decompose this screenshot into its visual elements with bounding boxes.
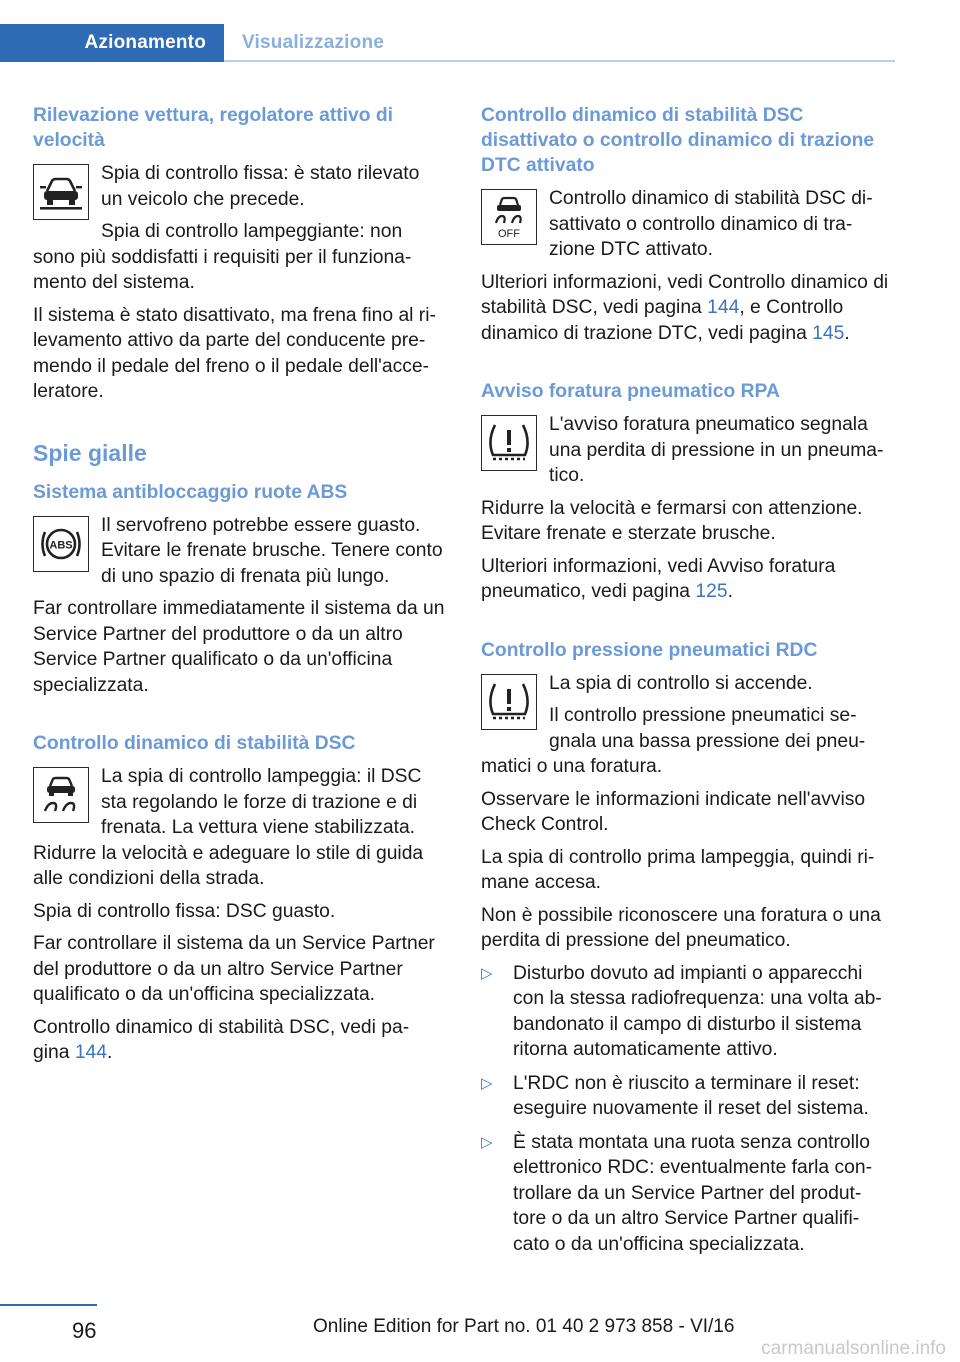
tire-pressure-warning-icon (481, 674, 537, 730)
dsc-off-text-1: Controllo dinamico di stabilità DSC di-sattivato o controllo dinamico di tra-zione DTC attivato. (549, 188, 873, 260)
left-column (33, 103, 445, 1073)
dsc-text-2: Spia di controllo fissa: DSC guasto. (33, 900, 336, 922)
section-title-dsc-off: Controllo dinamico di stabilità DSC disattivato o controllo dinamico di trazione DTC attivato (481, 105, 875, 176)
page-link-145[interactable]: 145 (812, 322, 845, 344)
section-title-abs: Sistema antibloccaggio ruote ABS (33, 481, 348, 503)
list-item: ▷ È stata montata una ruota senza controllo elettronico RDC: eventualmente farla con-trollare da un Service Partner del produt-tore o da un altro Service Partner qualifi-cato o da un'officina specializzata. (481, 1131, 873, 1255)
abs-text-2: Far controllare immediatamente il sistema da un Service Partner del produttore o da un altro Service Partner qualificato o da un'officina specializzata. (33, 598, 445, 696)
watermark: carmanualsonline.info (761, 1338, 946, 1359)
dsc-text-1: La spia di controllo lampeggia: il DSC sta regolando le forze di trazione e di frenata. La vettura viene stabilizzata. Ridurre la velocità e adeguare lo stile di guida alle condizioni della strada. (33, 766, 424, 889)
vehicle-detection-text-2: Spia di controllo lampeggiante: non sono più soddisfatti i requisiti per il funziona-mento del sistema. (33, 221, 412, 293)
tab-visualizzazione[interactable]: Visualizzazione (242, 32, 385, 53)
tab-azionamento[interactable]: Azionamento (0, 24, 224, 62)
page-link-144[interactable]: 144 (707, 297, 740, 318)
dsc-off-icon-label: OFF (498, 228, 520, 240)
rdc-text-2: Il controllo pressione pneumatici se-gnala una bassa pressione dei pneu-matici o una foratura. (481, 705, 866, 777)
list-item: ▷ Disturbo dovuto ad impianti o apparecchi con la stessa radiofrequenza: una volta ab-bandonato il campo di disturbo il sistema ritorna automaticamente attivo. (481, 962, 882, 1060)
rpa-text-1: L'avviso foratura pneumatico segnala una perdita di pressione in un pneuma-tico. (549, 414, 884, 486)
footer-divider (0, 1304, 97, 1306)
edition-note: Online Edition for Part no. 01 40 2 973 858 - VI/16 (313, 1316, 735, 1337)
page-header (0, 24, 895, 62)
heading-spie-gialle: Spie gialle (33, 439, 147, 466)
dsc-icon (33, 767, 89, 823)
rpa-text-2: Ridurre la velocità e fermarsi con attenzione. Evitare frenate e sterzate brusche. (481, 497, 863, 544)
rdc-text-1: La spia di controllo si accende. (549, 672, 813, 694)
abs-icon (33, 516, 89, 572)
abs-text-1: Il servofreno potrebbe essere guasto. Evitare le frenate brusche. Tenere conto di uno spazio di frenata più lungo. (101, 514, 443, 587)
dsc-text-4: Controllo dinamico di stabilità DSC, vedi pa-gina 144. (33, 1016, 410, 1063)
abs-icon-label: ABS (49, 539, 73, 551)
rpa-text-3: Ulteriori informazioni, vedi Avviso foratura pneumatico, vedi pagina 125. (481, 555, 836, 602)
vehicle-detection-text-1: Spia di controllo fissa: è stato rilevato un veicolo che precede. (101, 163, 420, 210)
section-title-dsc: Controllo dinamico di stabilità DSC (33, 733, 356, 754)
vehicle-detection-text-3: Il sistema è stato disattivato, ma frena fino al ri-levamento attivo da parte del conducente pre-mendo il pedale del freno o il pedale dell'acce-leratore. (33, 304, 436, 402)
tire-pressure-warning-icon (481, 415, 537, 471)
rdc-bullet-list (481, 961, 893, 1258)
page-link-125[interactable]: 125 (695, 581, 728, 602)
section-title-rpa: Avviso foratura pneumatico RPA (481, 381, 780, 402)
bullet-triangle-icon: ▷ (481, 1133, 493, 1151)
dsc-off-text-2: Ulteriori informazioni, vedi Controllo dinamico di stabilità DSC, vedi pagina 144, e Controllo dinamico di trazione DTC, vedi pagina 145. (481, 271, 889, 344)
page-number: 96 (72, 1318, 97, 1343)
rdc-text-5: Non è possibile riconoscere una foratura o una perdita di pressione del pneumatico. (481, 904, 881, 951)
bullet-triangle-icon: ▷ (481, 964, 493, 982)
section-title-vehicle-detection: Rilevazione vettura, regolatore attivo di velocità (33, 105, 394, 151)
vehicle-detection-icon (33, 164, 89, 220)
header-divider (224, 60, 895, 62)
rdc-text-3: Osservare le informazioni indicate nell'avviso Check Control. (481, 788, 866, 835)
right-column (481, 103, 893, 1265)
rdc-text-4: La spia di controllo prima lampeggia, quindi ri-mane accesa. (481, 846, 875, 893)
bullet-triangle-icon: ▷ (481, 1074, 493, 1092)
dsc-off-icon (481, 189, 537, 245)
dsc-text-3: Far controllare il sistema da un Service Partner del produttore o da un altro Service Partner qualificato o da un'officina specializzata. (33, 933, 435, 1005)
section-title-rdc: Controllo pressione pneumatici RDC (481, 639, 818, 661)
page-link-144[interactable]: 144 (74, 1042, 107, 1063)
list-item: ▷ L'RDC non è riuscito a terminare il reset: eseguire nuovamente il reset del sistema. (481, 1072, 869, 1119)
